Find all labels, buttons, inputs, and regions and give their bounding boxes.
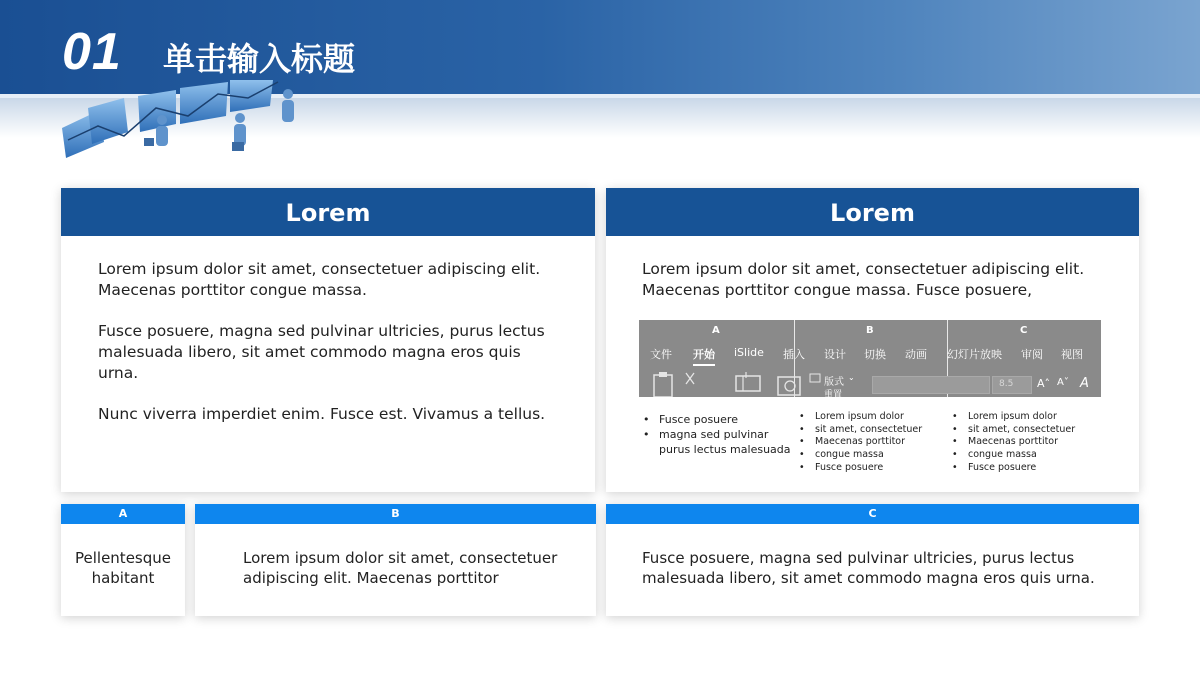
- ribbon-tab-animations[interactable]: 动画: [905, 348, 927, 361]
- ribbon-column-label: B: [866, 325, 874, 336]
- shrink-font-button[interactable]: A˅: [1057, 377, 1069, 388]
- bullet-list-a: [641, 412, 795, 457]
- list-item: • congue massa: [950, 449, 1100, 462]
- ribbon-tab-file[interactable]: 文件: [650, 348, 672, 361]
- font-size-value: 8.5: [999, 379, 1014, 389]
- list-item: • Maecenas porttitor: [950, 436, 1100, 449]
- ribbon-tab-transitions[interactable]: 切换: [864, 348, 886, 361]
- left-card: [61, 188, 595, 492]
- list-item: • Maecenas porttitor: [797, 436, 947, 449]
- slide-number: 01: [62, 23, 122, 81]
- ribbon-tab-review[interactable]: 审阅: [1021, 348, 1043, 361]
- reuse-slides-icon[interactable]: [777, 374, 803, 396]
- left-card-paragraph[interactable]: Nunc viverra imperdiet enim. Fusce est. Vivamus a tellus.: [98, 405, 546, 423]
- reset-button[interactable]: 重置: [824, 390, 843, 397]
- bullet-list-c: [950, 411, 1100, 475]
- list-item: • Fusce posuere: [950, 462, 1100, 475]
- list-item: • congue massa: [797, 449, 947, 462]
- right-card-heading[interactable]: Lorem: [606, 188, 1139, 236]
- ribbon-screenshot: [639, 320, 1101, 397]
- bottom-c-text[interactable]: Fusce posuere, magna sed pulvinar ultricies, purus lectus malesuada libero, sit amet commodo magna eros quis urna.: [642, 549, 1095, 587]
- font-size-dropdown[interactable]: [992, 376, 1032, 394]
- cut-icon[interactable]: [683, 372, 697, 388]
- bottom-b-text[interactable]: Lorem ipsum dolor sit amet, consectetuer adipiscing elit. Maecenas porttitor: [243, 549, 558, 587]
- ribbon-tab-design[interactable]: 设计: [824, 348, 846, 361]
- new-slide-icon[interactable]: [735, 372, 761, 392]
- list-item: • magna sed pulvinar purus lectus malesuada: [641, 427, 795, 457]
- paste-icon[interactable]: [651, 372, 677, 397]
- bullet-list-b: [797, 411, 947, 475]
- column-label-a: A: [61, 504, 185, 524]
- list-item: • Fusce posuere: [641, 412, 795, 427]
- ribbon-tab-slideshow[interactable]: 幻灯片放映: [947, 348, 1002, 361]
- ribbon-column-label: A: [712, 325, 720, 336]
- left-card-heading[interactable]: Lorem: [61, 188, 595, 236]
- ribbon-tab-home[interactable]: 开始: [693, 348, 715, 361]
- column-label-b: B: [195, 504, 596, 524]
- ribbon-tab-islide[interactable]: iSlide: [734, 346, 764, 359]
- layout-icon: [809, 373, 821, 383]
- column-label-c: C: [606, 504, 1139, 524]
- left-card-body: [98, 259, 558, 445]
- layout-button[interactable]: 版式: [824, 377, 844, 388]
- list-item: • Lorem ipsum dolor: [950, 411, 1100, 424]
- left-card-paragraph[interactable]: Fusce posuere, magna sed pulvinar ultricies, purus lectus malesuada libero, sit amet commodo magna eros quis urna.: [98, 322, 545, 382]
- left-card-paragraph[interactable]: Lorem ipsum dolor sit amet, consectetuer adipiscing elit. Maecenas porttitor congue massa.: [98, 260, 541, 299]
- slide-title[interactable]: 单击输入标题: [163, 40, 356, 78]
- ribbon-tab-view[interactable]: 视图: [1061, 348, 1083, 361]
- chevron-down-icon: ⌄: [848, 373, 855, 382]
- list-item: • Lorem ipsum dolor: [797, 411, 947, 424]
- ribbon-column-label: C: [1020, 325, 1028, 336]
- ribbon-tab-insert[interactable]: 插入: [783, 348, 805, 361]
- list-item: • sit amet, consectetuer: [950, 424, 1100, 437]
- font-name-dropdown[interactable]: [872, 376, 990, 394]
- clear-formatting-icon[interactable]: A: [1080, 376, 1089, 391]
- bottom-a-text[interactable]: Pellentesque habitant: [75, 549, 171, 587]
- list-item: • Fusce posuere: [797, 462, 947, 475]
- list-item: • sit amet, consectetuer: [797, 424, 947, 437]
- grow-font-button[interactable]: A˄: [1037, 377, 1051, 390]
- right-card-intro[interactable]: Lorem ipsum dolor sit amet, consectetuer adipiscing elit. Maecenas porttitor congue massa. Fusce posuere,: [642, 260, 1085, 299]
- business-growth-illustration: [58, 80, 318, 170]
